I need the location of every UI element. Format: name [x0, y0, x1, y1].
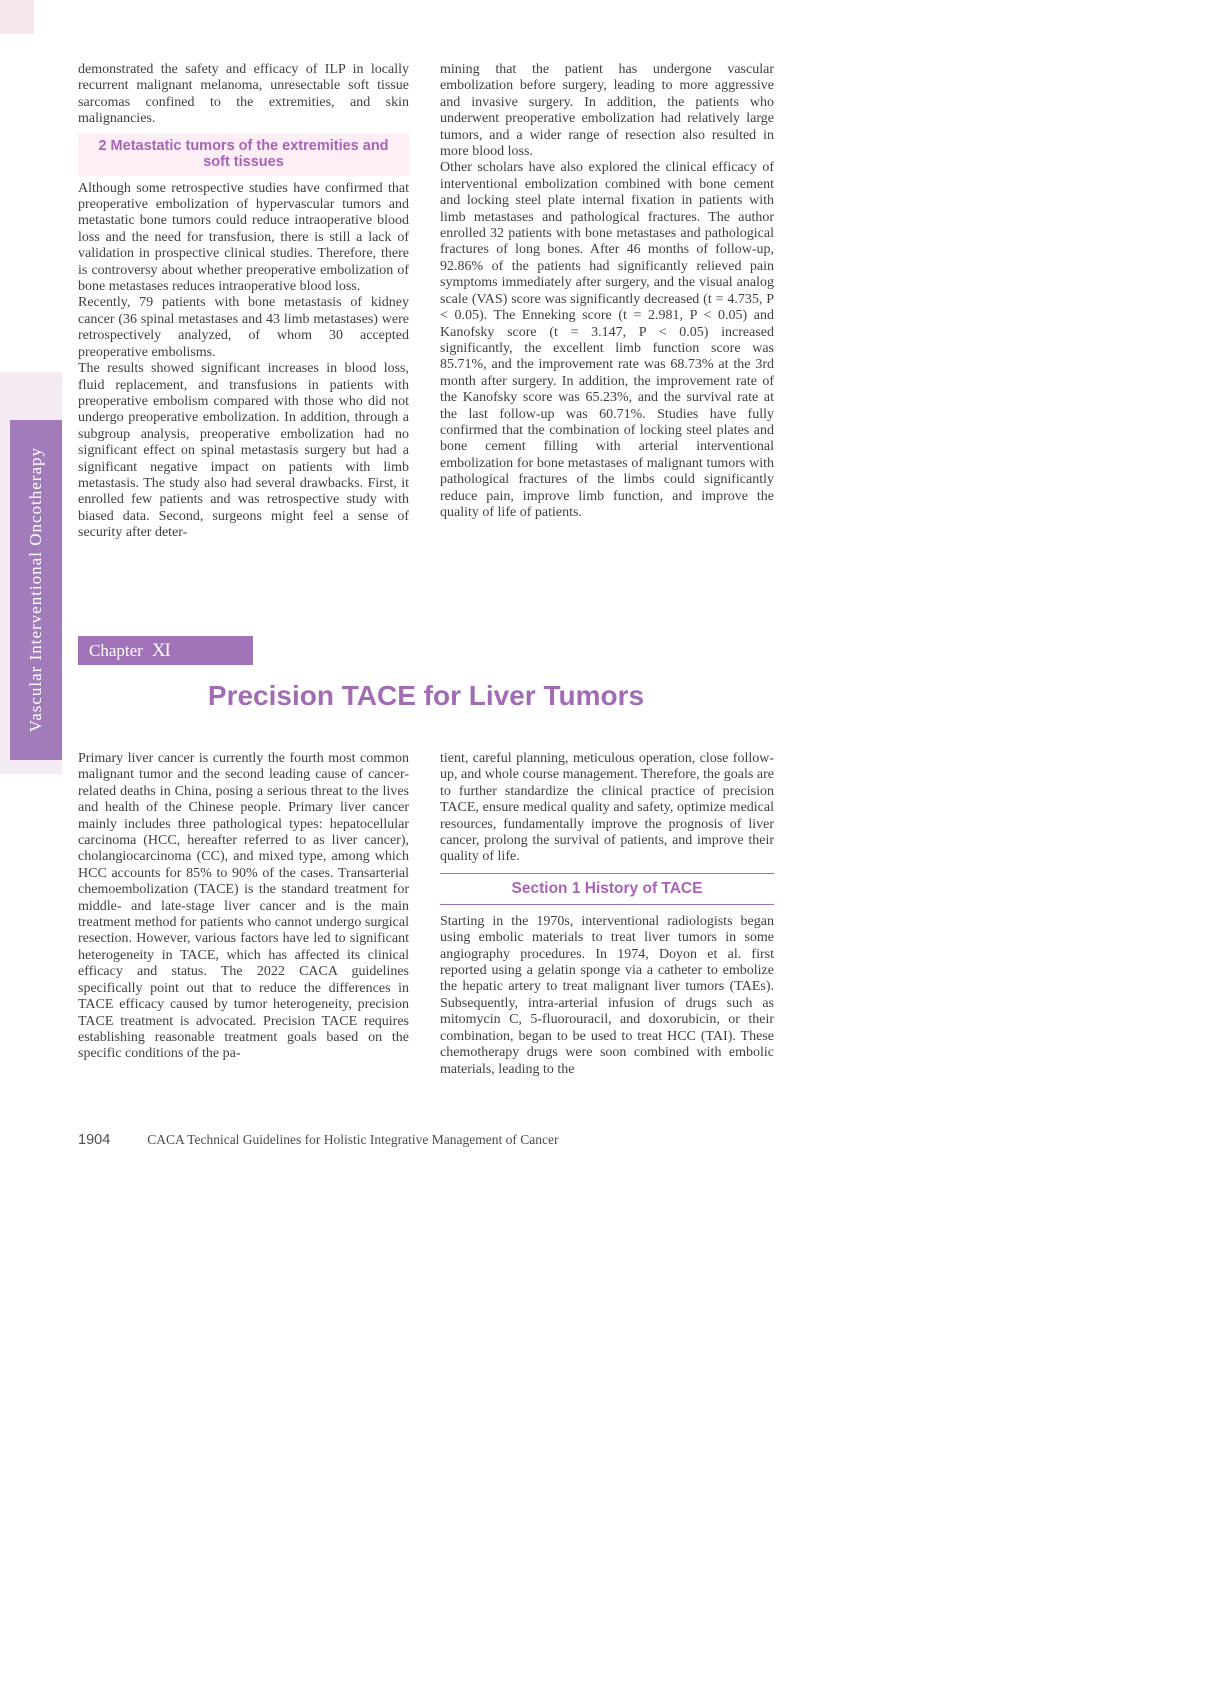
sidebar-label: Vascular Interventional Oncotherapy	[26, 447, 45, 733]
paragraph: Although some retrospective studies have confirmed that preoperative embolization of hypervascular tumors and metastatic bone tumors could reduce intraoperative blood loss and the need for transfusion, there is still a lack of validation in prospective clinical studies. Therefore, there is controversy about whether preoperative embolization of bone metastases reduces intraoperative blood loss.	[78, 180, 409, 295]
paragraph: Other scholars have also explored the clinical efficacy of interventional embolization combined with bone cement and locking steel plate internal fixation in patients with limb metastases and pathological fractures. The author enrolled 32 patients with bone metastases and pathological fractures of long bones. After 46 months of follow-up, 92.86% of the patients had significantly relieved pain symptoms immediately after surgery, and the visual analog scale (VAS) score was significantly decreased (t = 4.735, P < 0.05). The Enneking score (t = 2.981, P < 0.05) and Kanofsky score (t = 3.147, P < 0.05) increased significantly, the excellent limb function score was 85.71%, and the improvement rate was 68.73% at the 3rd month after surgery. In addition, the improvement rate of the Kanofsky score was 65.23%, and the survival rate at the last follow-up was 60.71%. Studies have fully confirmed that the combination of locking steel plates and bone cement filling with arterial interventional embolization for bone metastases of malignant tumors with pathological fractures of the limbs could significantly reduce pain, improve limb function, and improve the quality of life of patients.	[440, 160, 774, 520]
paragraph: The results showed significant increases in blood loss, fluid replacement, and transfusions in patients with preoperative embolism compared with those who did not undergo preoperative embolization. In addition, through a subgroup analysis, preoperative embolization had no significant effect on spinal metastasis surgery but had a significant negative impact on patients with limb metastasis. The study also had several drawbacks. First, it enrolled few patients and was retrospective study with biased data. Second, surgeons might feel a sense of security after deter-	[78, 361, 409, 541]
chapter-label: Chapter	[89, 641, 143, 660]
chapter-side-tab	[10, 420, 62, 760]
paragraph: demonstrated the safety and efficacy of ILP in locally recurrent malignant melanoma, unresectable soft tissue sarcomas confined to the extremities, and skin malignancies.	[78, 62, 409, 127]
paragraph: Recently, 79 patients with bone metastasis of kidney cancer (36 spinal metastases and 43 limb metastases) were retrospectively analyzed, of whom 30 accepted preoperative embolisms.	[78, 295, 409, 360]
right-column-top	[440, 62, 774, 521]
left-column-top	[78, 62, 409, 542]
paragraph: Primary liver cancer is currently the fourth most common malignant tumor and the second leading cause of cancer-related deaths in China, posing a serious threat to the lives and health of the Chinese people. Primary liver cancer mainly includes three pathological types: hepatocellular carcinoma (HCC, hereafter referred to as liver cancer), cholangiocarcinoma (CC), and mixed type, among which HCC accounts for 85% to 90% of the cases. Transarterial chemoembolization (TACE) is the standard treatment for middle- and late-stage liver cancer and is the main treatment method for patients who cannot undergo surgical resection. However, various factors have led to significant heterogeneity in TACE, which has affected its clinical efficacy and status. The 2022 CACA guidelines specifically point out that to reduce the differences in TACE efficacy caused by tumor heterogeneity, precision TACE treatment is advocated. Precision TACE requires establishing reasonable treatment goals based on the specific conditions of the pa-	[78, 751, 409, 1062]
paragraph: Starting in the 1970s, interventional radiologists began using embolic materials to treat liver tumors in some angiography procedures. In 1974, Doyon et al. first reported using a gelatin sponge via a catheter to embolize the hepatic artery to treat malignant liver tumors (TAEs). Subsequently, intra-arterial infusion of drugs such as mitomycin C, 5-fluorouracil, and doxorubicin, or their combination, began to be used to treat HCC (TAI). These chemotherapy drugs were soon combined with embolic materials, leading to the	[440, 913, 774, 1077]
chapter-box	[78, 636, 253, 665]
section-heading-metastatic-tumors: 2 Metastatic tumors of the extremities and soft tissues	[78, 133, 409, 176]
page-corner-accent	[0, 0, 34, 34]
page-footer	[78, 1131, 774, 1149]
footer-title: CACA Technical Guidelines for Holistic Integrative Management of Cancer	[147, 1132, 559, 1147]
paragraph: mining that the patient has undergone vascular embolization before surgery, leading to more aggressive and invasive surgery. In addition, the patients who underwent preoperative embolization had relatively large tumors, and a wider range of resection also resulted in more blood loss.	[440, 62, 774, 160]
section-heading-history-of-tace: Section 1 History of TACE	[440, 873, 774, 905]
right-column-bottom	[440, 751, 774, 1078]
chapter-numeral: XI	[151, 640, 170, 661]
chapter-title: Precision TACE for Liver Tumors	[207, 680, 645, 711]
page-number: 1904	[78, 1132, 111, 1148]
paragraph: tient, careful planning, meticulous operation, close follow-up, and whole course management. Therefore, the goals are to further standardize the clinical practice of precision TACE, ensure medical quality and safety, optimize medical resources, fundamentally improve the prognosis of liver cancer, prolong the survival of patients, and improve their quality of life.	[440, 751, 774, 865]
left-column-bottom	[78, 751, 409, 1063]
